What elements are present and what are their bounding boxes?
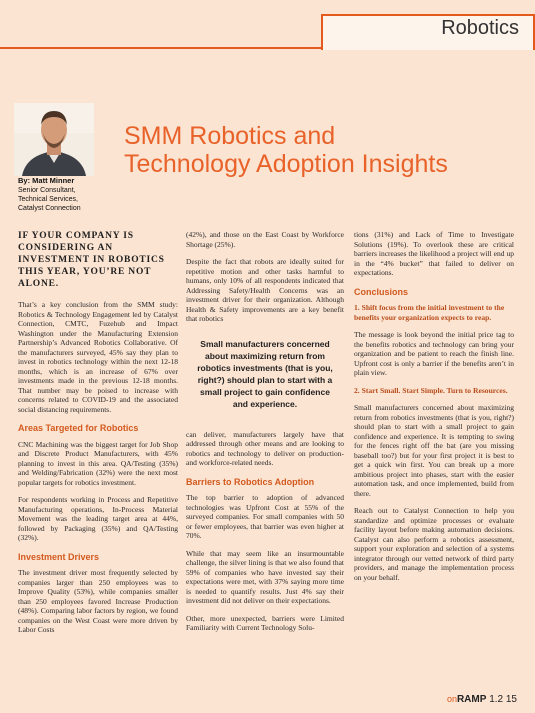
body-paragraph: The message is look beyond the initial price tag to the benefits robotics and technology can bring your organization and be patient to reach the finish line. Upfront cost is only a barrier if the benefits aren’t in plain view. (354, 330, 514, 377)
body-paragraph: Small manufacturers concerned about maximizing return from robotics investments (that is you, right?) should plan to start with a small project to gain confidence and experience. It is tempting to swing for the fences right off the bat (are you missing baseball too?) but for your first project it is best to get a quick win first. You can break up a more ambitious project into phases, start with the easier automation task, and once implemented, build from there. (354, 403, 514, 498)
section-heading: Conclusions (354, 286, 409, 297)
footer-brand: RAMP (456, 694, 487, 705)
author-title-line: Technical Services, (18, 196, 78, 203)
author-title-line: Catalyst Connection (18, 205, 81, 212)
pull-quote: Small manufacturers concerned about maximizing return from robotics investments (that is you, right?) should plan to start with a small project to gain confidence and experience. (197, 338, 333, 409)
footer-prefix: on (446, 694, 457, 704)
column-3 (354, 230, 514, 590)
author-name: By: Matt Minner (18, 176, 75, 185)
body-paragraph: While that may seem like an insurmountable challenge, the silver lining is that we also found that 59% of companies who have invested say their expectations were met, with 37% saying more time is needed to quantify results. Just 4% say their investment did not deliver on their expectations. (186, 548, 344, 605)
body-paragraph: Other, more unexpected, barriers were Limited Familiarity with Current Technology Solu- (186, 613, 344, 632)
title-line: SMM Robotics and (124, 122, 336, 150)
section-label: Robotics (441, 17, 519, 39)
page-footer (447, 694, 517, 705)
section-heading: Areas Targeted for Robotics (18, 423, 139, 433)
title-line: Technology Adoption Insights (124, 150, 448, 178)
page-number: 15 (505, 694, 517, 705)
section-heading: Investment Drivers (18, 551, 100, 562)
author-title-line: Senior Consultant, (18, 187, 76, 194)
body-paragraph: CNC Machining was the biggest target for Job Shop and Discrete Product Manufacturers, with 45% planning to invest in this area. QA/Testing (35%) and Welding/Fabrication (32%) were the next most popular targets for robotics investment. (18, 439, 178, 487)
column-1 (18, 230, 178, 643)
body-paragraph: Despite the fact that robots are ideally suited for repetitive motion and other tasks harmful to humans, only 10% of all respondents indicated that Addressing Safety/Health Concerns was an investment driver for their organization. Although Health & Safety improvements are a key benefit that robotics (186, 257, 344, 323)
conclusion-heading: 1. Shift focus from the initial investment to the benefits your organization expects to reap. (354, 303, 505, 322)
body-paragraph: For respondents working in Process and Repetitive Manufacturing operations, In-Process Material Movement was the leading target area at 44%, followed by Packaging (35%) and QA/Testing (32%). (18, 495, 178, 542)
footer-version: 1.2 (489, 694, 504, 705)
section-header (0, 0, 535, 58)
body-paragraph: The top barrier to adoption of advanced technologies was Upfront Cost at 55% of the surveyed companies. For small companies with 50 or fewer employees, that barrier was even higher at 70%. (186, 493, 344, 540)
column-2 (186, 230, 344, 641)
article-title (124, 122, 448, 178)
body-paragraph: That’s a key conclusion from the SMM study: Robotics & Technology Engagement led by Catalyst Connection, CMTC, Fuzehub and Impact Washington under the Manufacturing Extension Partnership’s Advanced Robotics Collaborative. Of the manufacturers surveyed, 45% say they plan to invest in robotics technology within the next 12-18 months, which is an increase of 67% over investments made in the previous 12-18 months. That number may be poised to increase with concerns related to COVID-19 and the associated social distancing requirements. (18, 300, 178, 414)
author-photo (14, 103, 94, 176)
author-byline (18, 176, 118, 213)
lead-paragraph: IF YOUR COMPANY IS CONSIDERING AN INVESTMENT IN ROBOTICS THIS YEAR, YOU’RE NOT ALONE. (18, 231, 165, 289)
body-paragraph: can deliver, manufacturers largely have that addressed through other means and are looking to robotics and technology to deliver on production- and workforce-related needs. (186, 429, 344, 467)
section-heading: Barriers to Robotics Adoption (186, 476, 315, 487)
conclusion-heading: 2. Start Small. Start Simple. Turn to Resources. (354, 385, 508, 395)
body-paragraph: tions (31%) and Lack of Time to Investigate Solutions (19%). To overlook these are critical barriers increases the likelihood a project will end up in the “4% bucket” that failed to deliver on expectations. (354, 230, 514, 277)
body-paragraph: The investment driver most frequently selected by companies larger than 250 employees was to Improve Quality (53%), while companies smaller than 250 employees favored Increase Production (48%). Comparing labor factors by region, we found companies on the West Coast were more driven by Labor Costs (18, 568, 178, 634)
body-paragraph: Reach out to Catalyst Connection to help you standardize and optimize processes or evaluate facility layout before making automation decisions. Catalyst can also perform a robotics assessment, support your exploration and selection of a systems integrator through our vetted network of third party providers, and manage the implementation process on your behalf. (354, 506, 514, 582)
body-paragraph: (42%), and those on the East Coast by Workforce Shortage (25%). (186, 230, 344, 249)
